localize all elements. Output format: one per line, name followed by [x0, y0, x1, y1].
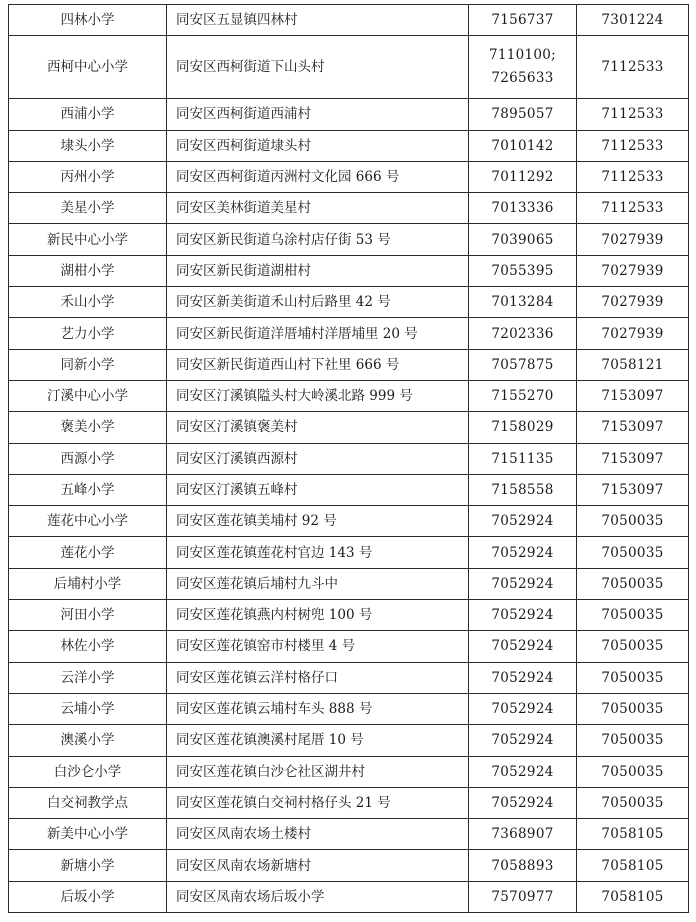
table-row	[9, 725, 689, 756]
address-cell: 同安区凤南农场土楼村	[167, 819, 469, 850]
address-cell: 同安区新民街道乌涂村店仔街 53 号	[167, 224, 469, 255]
school-name-cell: 汀溪中心小学	[9, 380, 167, 411]
phone-cell	[469, 380, 577, 411]
phone2-cell: 7027939	[577, 255, 689, 286]
phone2-cell: 7027939	[577, 224, 689, 255]
table-row	[9, 380, 689, 411]
phone-number: 7265633	[491, 70, 554, 87]
phone-cell	[469, 693, 577, 724]
phone-number: 7039065	[491, 231, 554, 248]
address-cell: 同安区凤南农场后坂小学	[167, 881, 469, 912]
phone-number: 7013284	[491, 294, 554, 311]
phone-cell	[469, 443, 577, 474]
school-name-cell: 湖柑小学	[9, 255, 167, 286]
address-cell: 同安区汀溪镇西源村	[167, 443, 469, 474]
address-cell: 同安区新美街道禾山村后路里 42 号	[167, 287, 469, 318]
phone2-cell: 7112533	[577, 130, 689, 161]
phone-cell	[469, 662, 577, 693]
phone-number: 7052924	[491, 669, 554, 686]
phone-cell	[469, 255, 577, 286]
school-name-cell: 禾山小学	[9, 287, 167, 318]
phone-number: 7156737	[491, 12, 554, 29]
address-cell: 同安区西柯街道埭头村	[167, 130, 469, 161]
phone-cell	[469, 600, 577, 631]
table-row	[9, 412, 689, 443]
address-cell: 同安区莲花镇燕内村树兜 100 号	[167, 600, 469, 631]
table-row	[9, 443, 689, 474]
phone-number: 7895057	[491, 106, 554, 123]
table-row	[9, 600, 689, 631]
phone-number: 7151135	[491, 450, 554, 467]
school-name-cell: 莲花小学	[9, 537, 167, 568]
school-name-cell: 云洋小学	[9, 662, 167, 693]
table-row	[9, 506, 689, 537]
phone-cell	[469, 224, 577, 255]
phone2-cell: 7050035	[577, 787, 689, 818]
address-cell: 同安区五显镇四林村	[167, 5, 469, 36]
address-cell: 同安区莲花镇窑市村楼里 4 号	[167, 631, 469, 662]
table-row	[9, 349, 689, 380]
address-cell: 同安区莲花镇云埔村车头 888 号	[167, 693, 469, 724]
phone2-cell: 7027939	[577, 287, 689, 318]
phone-cell	[469, 99, 577, 130]
school-name-cell: 褒美小学	[9, 412, 167, 443]
phone-number: 7202336	[491, 325, 554, 342]
phone2-cell: 7050035	[577, 662, 689, 693]
school-name-cell: 艺力小学	[9, 318, 167, 349]
table-row	[9, 819, 689, 850]
school-name-cell: 澳溪小学	[9, 725, 167, 756]
table-row	[9, 693, 689, 724]
phone-number: 7057875	[491, 356, 554, 373]
phone-number: 7052924	[491, 794, 554, 811]
phone-number: 7052924	[491, 701, 554, 718]
table-body	[9, 5, 689, 913]
phone-cell	[469, 568, 577, 599]
table-row	[9, 787, 689, 818]
phone2-cell: 7050035	[577, 537, 689, 568]
phone-number: 7052924	[491, 638, 554, 655]
phone-cell	[469, 36, 577, 99]
phone-number: 7010142	[491, 137, 554, 154]
table-row	[9, 36, 689, 99]
phone2-cell: 7153097	[577, 380, 689, 411]
phone2-cell: 7050035	[577, 725, 689, 756]
phone-cell	[469, 819, 577, 850]
phone-cell	[469, 631, 577, 662]
phone-cell	[469, 474, 577, 505]
phone2-cell: 7153097	[577, 443, 689, 474]
table-row	[9, 568, 689, 599]
phone2-cell: 7058105	[577, 850, 689, 881]
school-name-cell: 林佐小学	[9, 631, 167, 662]
table-row	[9, 224, 689, 255]
phone-cell	[469, 412, 577, 443]
phone-cell	[469, 5, 577, 36]
phone-number: 7052924	[491, 513, 554, 530]
phone-number: 7110100;	[488, 47, 557, 64]
address-cell: 同安区汀溪镇褒美村	[167, 412, 469, 443]
school-name-cell: 西源小学	[9, 443, 167, 474]
school-name-cell: 后埔村小学	[9, 568, 167, 599]
address-cell: 同安区汀溪镇五峰村	[167, 474, 469, 505]
phone-number: 7052924	[491, 607, 554, 624]
address-cell: 同安区凤南农场新塘村	[167, 850, 469, 881]
phone2-cell: 7050035	[577, 600, 689, 631]
phone-number: 7570977	[491, 888, 554, 905]
school-name-cell: 白沙仑小学	[9, 756, 167, 787]
phone-number: 7013336	[491, 200, 554, 217]
phone2-cell: 7058121	[577, 349, 689, 380]
school-name-cell: 新民中心小学	[9, 224, 167, 255]
phone-cell	[469, 130, 577, 161]
phone-cell	[469, 537, 577, 568]
school-name-cell: 河田小学	[9, 600, 167, 631]
phone-number: 7058893	[491, 857, 554, 874]
phone-number: 7158558	[491, 482, 554, 498]
phone-number: 7052924	[491, 732, 554, 749]
phone-number: 7052924	[491, 544, 554, 561]
school-name-cell: 新美中心小学	[9, 819, 167, 850]
phone-cell	[469, 881, 577, 912]
table-row	[9, 881, 689, 912]
table-row	[9, 130, 689, 161]
phone-number: 7055395	[491, 262, 554, 279]
table-row	[9, 756, 689, 787]
phone2-cell: 7050035	[577, 631, 689, 662]
phone2-cell: 7058105	[577, 881, 689, 912]
school-name-cell: 埭头小学	[9, 130, 167, 161]
phone2-cell: 7112533	[577, 99, 689, 130]
phone-number: 7052924	[491, 763, 554, 780]
table-row	[9, 631, 689, 662]
table-row	[9, 474, 689, 505]
address-cell: 同安区新民街道洋厝埔村洋厝埔里 20 号	[167, 318, 469, 349]
phone-cell	[469, 506, 577, 537]
address-cell: 同安区莲花镇美埔村 92 号	[167, 506, 469, 537]
phone-number: 7011292	[491, 169, 554, 186]
table-row	[9, 318, 689, 349]
address-cell: 同安区莲花镇白交祠村格仔头 21 号	[167, 787, 469, 818]
school-name-cell: 五峰小学	[9, 474, 167, 505]
phone-cell	[469, 349, 577, 380]
school-name-cell: 美星小学	[9, 193, 167, 224]
phone-number: 7052924	[491, 575, 554, 592]
address-cell: 同安区新民街道湖柑村	[167, 255, 469, 286]
phone2-cell: 7301224	[577, 5, 689, 36]
phone2-cell: 7050035	[577, 693, 689, 724]
address-cell: 同安区莲花镇云洋村格仔口	[167, 662, 469, 693]
table-row	[9, 662, 689, 693]
phone-cell	[469, 850, 577, 881]
phone-cell	[469, 161, 577, 192]
phone2-cell: 7050035	[577, 568, 689, 599]
phone2-cell: 7058105	[577, 819, 689, 850]
address-cell: 同安区汀溪镇隘头村大岭溪北路 999 号	[167, 380, 469, 411]
phone2-cell: 7050035	[577, 506, 689, 537]
table-row	[9, 193, 689, 224]
phone-number: 7158029	[491, 419, 554, 436]
table-row	[9, 99, 689, 130]
phone-cell	[469, 318, 577, 349]
phone2-cell: 7050035	[577, 756, 689, 787]
school-name-cell: 丙州小学	[9, 161, 167, 192]
phone2-cell: 7112533	[577, 193, 689, 224]
phone-number: 7155270	[491, 388, 554, 405]
school-contact-table	[8, 4, 689, 913]
address-cell: 同安区西柯街道丙洲村文化园 666 号	[167, 161, 469, 192]
school-name-cell: 西柯中心小学	[9, 36, 167, 99]
school-name-cell: 白交祠教学点	[9, 787, 167, 818]
school-name-cell: 同新小学	[9, 349, 167, 380]
table-row	[9, 161, 689, 192]
address-cell: 同安区莲花镇白沙仑社区湖井村	[167, 756, 469, 787]
phone-cell	[469, 193, 577, 224]
address-cell: 同安区美林街道美星村	[167, 193, 469, 224]
phone-cell	[469, 725, 577, 756]
school-name-cell: 新塘小学	[9, 850, 167, 881]
phone2-cell: 7153097	[577, 474, 689, 505]
school-name-cell: 云埔小学	[9, 693, 167, 724]
table-row	[9, 5, 689, 36]
phone-cell	[469, 756, 577, 787]
address-cell: 同安区西柯街道下山头村	[167, 36, 469, 99]
phone-number: 7368907	[491, 826, 554, 843]
address-cell: 同安区西柯街道西浦村	[167, 99, 469, 130]
phone2-cell: 7112533	[577, 36, 689, 99]
address-cell: 同安区莲花镇澳溪村尾厝 10 号	[167, 725, 469, 756]
phone2-cell: 7153097	[577, 412, 689, 443]
address-cell: 同安区新民街道西山村下社里 666 号	[167, 349, 469, 380]
phone2-cell: 7027939	[577, 318, 689, 349]
address-cell: 同安区莲花镇后埔村九斗中	[167, 568, 469, 599]
table-row	[9, 537, 689, 568]
table-row	[9, 255, 689, 286]
school-name-cell: 西浦小学	[9, 99, 167, 130]
phone-cell	[469, 287, 577, 318]
table-row	[9, 850, 689, 881]
table-row	[9, 287, 689, 318]
phone-cell	[469, 787, 577, 818]
school-name-cell: 莲花中心小学	[9, 506, 167, 537]
address-cell: 同安区莲花镇莲花村官边 143 号	[167, 537, 469, 568]
school-name-cell: 四林小学	[9, 5, 167, 36]
phone2-cell: 7112533	[577, 161, 689, 192]
school-name-cell: 后坂小学	[9, 881, 167, 912]
